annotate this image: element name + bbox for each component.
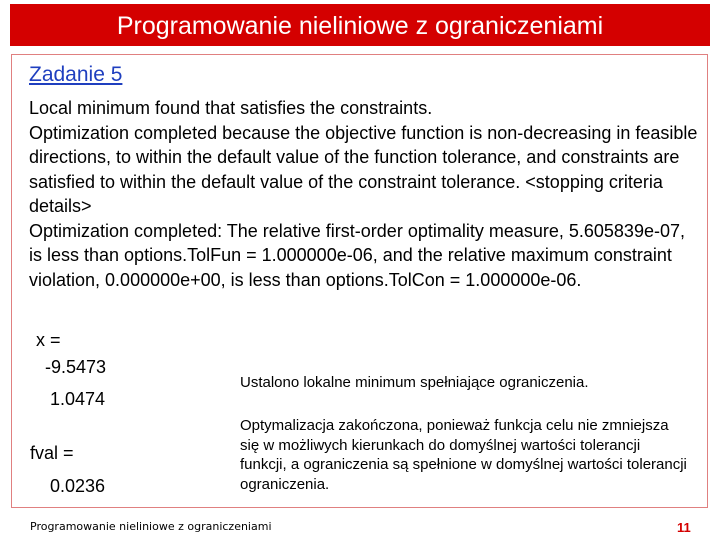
fval-label: fval =	[30, 443, 74, 463]
slide-subtitle: Zadanie 5	[29, 63, 123, 86]
footer-text: Programowanie nieliniowe z ograniczeniami	[30, 520, 272, 533]
x-value-1: -9.5473	[45, 357, 107, 377]
fval-value: 0.0236	[50, 476, 106, 496]
page-number: 11	[677, 520, 691, 535]
paragraph-optimality-measure: Optimization completed: The relative first-order optimality measure, 5.605839e-07, is less than options.TolFun = 1.000000e-06, and the relative maximum constraint violation, 0.000000e+00, is less than options.TolCon = 1.000000e-06.	[29, 220, 685, 290]
paragraph-optimization-completed: Optimization completed because the objective function is non-decreasing in feasible directions, to within the default value of the function tolerance, and constraints are satisfied to within the default value of the constraint tolerance. <stopping criteria details>	[29, 122, 698, 216]
output-text	[29, 96, 699, 292]
polish-local-minimum-note: Ustalono lokalne minimum spełniające ograniczenia.	[240, 374, 589, 391]
paragraph-local-minimum: Local minimum found that satisfies the constraints.	[29, 98, 433, 118]
slide-title: Programowanie nieliniowe z ograniczeniami	[10, 4, 710, 46]
polish-completion-note: Optymalizacja zakończona, ponieważ funkcja celu nie zmniejsza się w możliwych kierunkach do domyślnej wartości tolerancji funkcji, a ograniczenia są spełnione w domyślnej wartości tolerancji ograniczenia.	[240, 417, 687, 493]
x-label: x =	[36, 330, 61, 350]
x-value-2: 1.0474	[50, 389, 106, 409]
